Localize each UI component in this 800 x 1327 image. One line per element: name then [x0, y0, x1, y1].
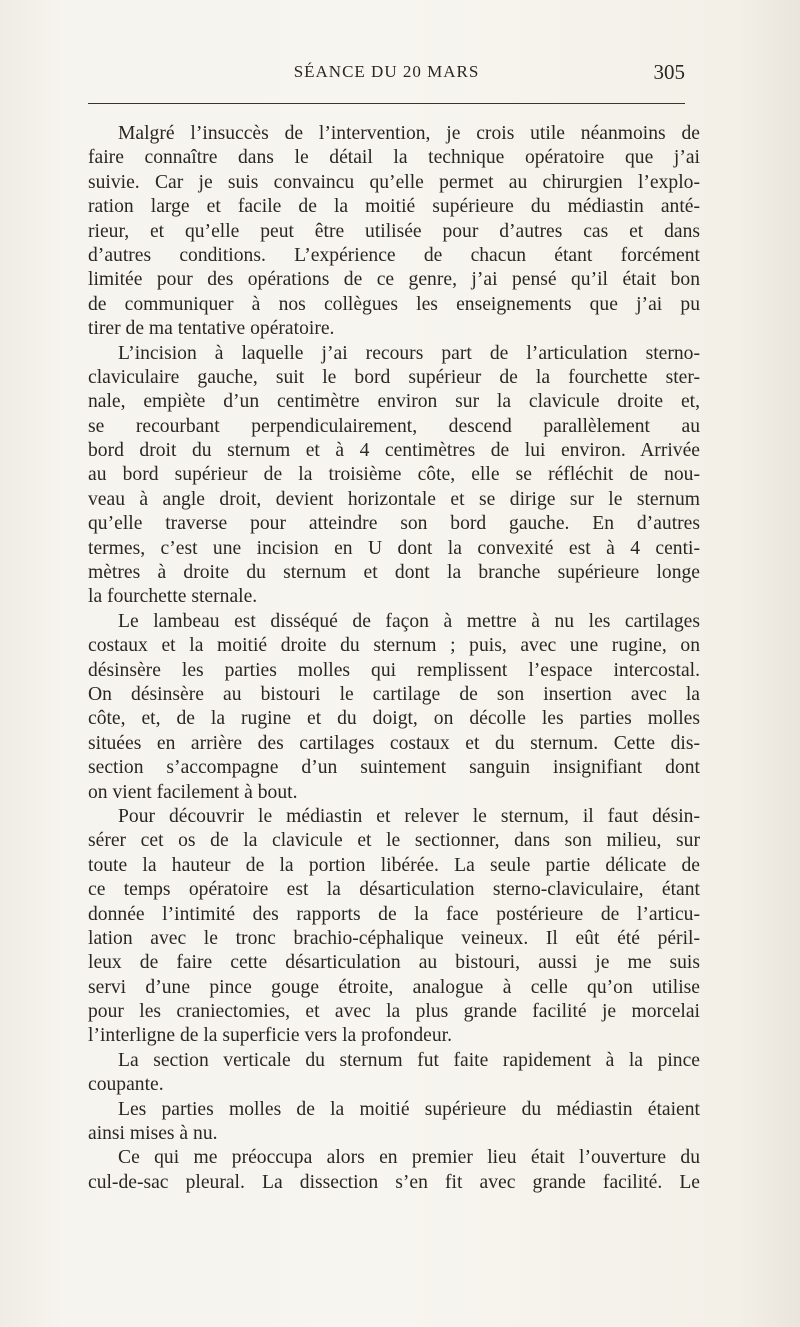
text-line: toute la hauteur de la portion libérée. La seule partie délicate de — [88, 854, 700, 876]
text-line: de communiquer à nos collègues les enseignements que j’ai pu — [88, 293, 700, 315]
text-line: Pour découvrir le médiastin et relever le sternum, il faut désin- — [118, 805, 700, 827]
text-line: L’incision à laquelle j’ai recours part de l’articulation sterno- — [118, 342, 700, 364]
text-line: Les parties molles de la moitié supérieure du médiastin étaient — [118, 1098, 700, 1120]
paragraph-1 — [88, 122, 700, 342]
text-line: se recourbant perpendiculairement, descend parallèlement au — [88, 415, 700, 437]
text-line: côte, et, de la rugine et du doigt, on décolle les parties molles — [88, 708, 700, 730]
text-line: situées en arrière des cartilages costaux et du sternum. Cette dis- — [88, 732, 700, 754]
text-line: mètres à droite du sternum et dont la branche supérieure longe — [88, 562, 700, 584]
paragraph-2 — [88, 342, 700, 610]
text-line: ration large et facile de la moitié supérieure du médiastin anté- — [88, 196, 700, 218]
body-text — [88, 122, 700, 1195]
text-line: coupante. — [88, 1074, 164, 1096]
text-line: suivie. Car je suis convaincu qu’elle permet au chirurgien l’explo- — [88, 171, 700, 193]
text-line: claviculaire gauche, suit le bord supérieur de la fourchette ster- — [88, 366, 700, 388]
text-line: La section verticale du sternum fut faite rapidement à la pince — [118, 1049, 700, 1071]
text-line: termes, c’est une incision en U dont la convexité est à 4 centi- — [88, 537, 700, 559]
text-line: ainsi mises à nu. — [88, 1123, 218, 1145]
running-title: SÉANCE DU 20 MARS — [293, 62, 480, 81]
paragraph-7 — [88, 1146, 700, 1195]
text-line: nale, empiète d’un centimètre environ sur la clavicule droite et, — [88, 391, 700, 413]
text-line: donnée l’intimité des rapports de la face postérieure de l’articu- — [88, 903, 700, 925]
text-line: pour les craniectomies, et avec la plus grande facilité je morcelai — [88, 1001, 700, 1023]
text-line: Malgré l’insuccès de l’intervention, je crois utile néanmoins de — [118, 123, 700, 144]
text-line: tirer de ma tentative opératoire. — [88, 318, 335, 340]
page-header — [88, 62, 685, 92]
paragraph-5 — [88, 1049, 700, 1098]
text-line: rieur, et qu’elle peut être utilisée pour d’autres cas et dans — [88, 220, 700, 242]
text-line: l’interligne de la superficie vers la profondeur. — [88, 1025, 452, 1047]
text-line: désinsère les parties molles qui remplissent l’espace intercostal. — [88, 659, 700, 681]
text-line: costaux et la moitié droite du sternum ; puis, avec une rugine, on — [88, 635, 700, 657]
text-line: la fourchette sternale. — [88, 586, 258, 608]
paragraph-6 — [88, 1098, 700, 1147]
text-line: qu’elle traverse pour atteindre son bord gauche. En d’autres — [88, 513, 700, 535]
text-line: Le lambeau est disséqué de façon à mettre à nu les cartilages — [118, 610, 700, 632]
text-line: servi d’une pince gouge étroite, analogue à celle qu’on utilise — [88, 976, 700, 998]
text-line: limitée pour des opérations de ce genre, j’ai pensé qu’il était bon — [88, 269, 700, 291]
page-number: 305 — [653, 60, 685, 84]
text-line: leux de faire cette désarticulation au bistouri, aussi je me suis — [88, 952, 700, 974]
text-line: bord droit du sternum et à 4 centimètres de lui environ. Arrivée — [88, 440, 700, 462]
text-line: ce temps opératoire est la désarticulation sterno-claviculaire, étant — [88, 879, 700, 901]
text-line: On désinsère au bistouri le cartilage de son insertion avec la — [88, 683, 700, 705]
text-line: lation avec le tronc brachio-céphalique veineux. Il eût été péril- — [88, 927, 700, 949]
text-line: faire connaître dans le détail la technique opératoire que j’ai — [88, 147, 700, 169]
text-line: Ce qui me préoccupa alors en premier lieu était l’ouverture du — [118, 1147, 700, 1169]
paragraph-4 — [88, 805, 700, 1049]
paragraph-3 — [88, 610, 700, 805]
text-line: d’autres conditions. L’expérience de chacun étant forcément — [88, 244, 700, 266]
text-line: cul-de-sac pleural. La dissection s’en fit avec grande facilité. Le — [88, 1171, 700, 1193]
text-line: veau à angle droit, devient horizontale et se dirige sur le sternum — [88, 488, 700, 510]
text-line: on vient facilement à bout. — [88, 781, 298, 803]
text-line: section s’accompagne d’un suintement sanguin insignifiant dont — [88, 757, 700, 779]
header-rule — [88, 103, 685, 104]
text-line: sérer cet os de la clavicule et le sectionner, dans son milieu, sur — [88, 830, 700, 852]
text-line: au bord supérieur de la troisième côte, elle se réfléchit de nou- — [88, 464, 700, 486]
